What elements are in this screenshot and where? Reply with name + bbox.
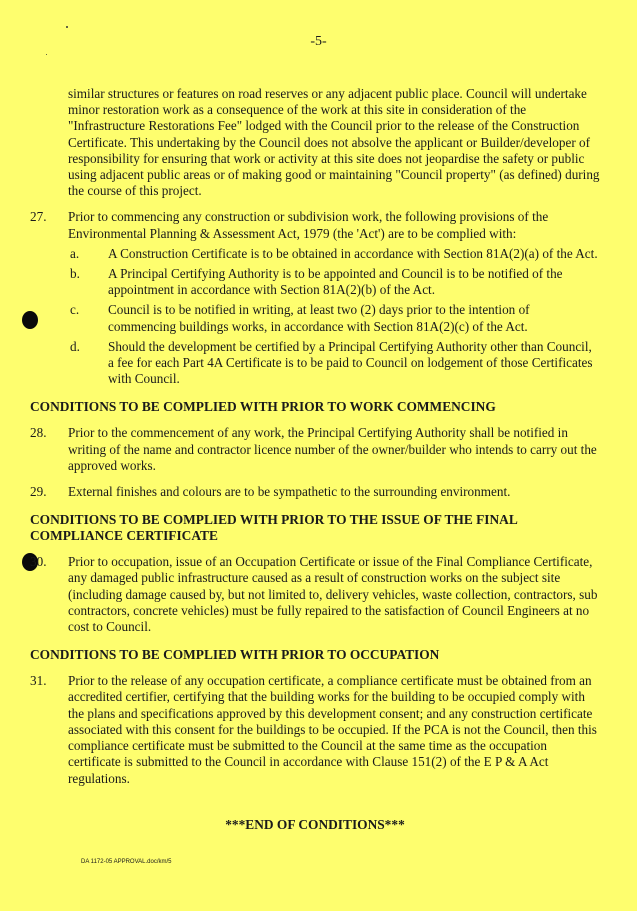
section-heading: CONDITIONS TO BE COMPLIED WITH PRIOR TO OCCUPATION bbox=[30, 647, 440, 663]
subcondition-letter: a. bbox=[70, 245, 80, 261]
condition-number: 30. bbox=[30, 554, 47, 570]
end-of-conditions: ***END OF CONDITIONS*** bbox=[225, 816, 405, 832]
subcondition-b bbox=[70, 266, 600, 298]
condition-text: Prior to occupation, issue of an Occupation Certificate or issue of the Final Compliance Certificate, any damaged public infrastructure caused as a result of construction works on the subject site (including damage caused by, but not limited to, delivery vehicles, waste collection, contractors, sub contractors, concrete vehicles) must be fully repaired to the satisfaction of Council Engineers at no cost to Council. bbox=[68, 554, 598, 635]
condition-number: 29. bbox=[30, 484, 47, 500]
condition-number: 28. bbox=[30, 425, 47, 441]
subcondition-a bbox=[70, 246, 600, 262]
scan-speck bbox=[46, 54, 47, 55]
subcondition-c bbox=[70, 302, 600, 334]
subcondition-letter: b. bbox=[70, 266, 80, 282]
subcondition-text: A Construction Certificate is to be obtained in accordance with Section 81A(2)(a) of the Act. bbox=[108, 245, 598, 261]
scan-speck bbox=[66, 26, 68, 28]
document-body bbox=[30, 86, 600, 833]
section-heading: CONDITIONS TO BE COMPLIED WITH PRIOR TO WORK COMMENCING bbox=[30, 399, 496, 415]
subcondition-letter: c. bbox=[70, 302, 80, 318]
subcondition-text: A Principal Certifying Authority is to be appointed and Council is to be notified of the appointment in accordance with Section 81A(2)(b) of the Act. bbox=[108, 266, 563, 298]
condition-30 bbox=[30, 554, 600, 635]
condition-text: Prior to the commencement of any work, the Principal Certifying Authority shall be notified in writing of the name and contractor licence number of the owner/builder who intends to carry out the approved works. bbox=[68, 425, 597, 473]
intro-paragraph: similar structures or features on road reserves or any adjacent public place. Council will undertake minor restoration work as a consequence of the work at this site in consideration of the "Infrastructure Restorations Fee" lodged with the Council prior to the release of the Construction Certificate. This undertaking by the Council does not absolve the applicant or Builder/developer of responsibility for ensuring that work or activity at this site does not jeopardise the safety or public using adjacent public areas or of making good or maintaining "Council property" (as defined) during the course of this project. bbox=[68, 86, 600, 199]
condition-27 bbox=[30, 209, 600, 387]
subcondition-text: Council is to be notified in writing, at least two (2) days prior to the intention of commencing buildings works, in accordance with Section 81A(2)(c) of the Act. bbox=[108, 302, 530, 334]
subcondition-text: Should the development be certified by a Principal Certifying Authority other than Council, a fee for each Part 4A Certificate is to be paid to Council on lodgement of those Certificates with Council. bbox=[108, 338, 593, 387]
condition-text: External finishes and colours are to be sympathetic to the surrounding environment. bbox=[68, 484, 511, 500]
document-footer: DA 1172-05 APPROVAL.doc/km/5 bbox=[81, 859, 172, 865]
condition-text: Prior to commencing any construction or subdivision work, the following provisions of the Environmental Planning & Assessment Act, 1979 (the 'Act') are to be complied with: bbox=[68, 209, 549, 241]
section-heading: CONDITIONS TO BE COMPLIED WITH PRIOR TO THE ISSUE OF THE FINAL COMPLIANCE CERTIFICATE bbox=[30, 512, 518, 544]
condition-29 bbox=[30, 484, 600, 500]
condition-text: Prior to the release of any occupation certificate, a compliance certificate must be obtained from an accredited certifier, certifying that the building works for the building to be occupied comply with the plans and specifications approved by this development consent; and any construction certificate associated with this consent for the buildings to be occupied. If the PCA is not the Council, then this compliance certificate must be submitted to the Council at the same time as the occupation certificate is submitted to the Council in accordance with Clause 151(2) of the E P & A Act regulations. bbox=[68, 673, 597, 786]
subcondition-d bbox=[70, 339, 600, 388]
condition-31 bbox=[30, 673, 600, 786]
condition-28 bbox=[30, 425, 600, 474]
condition-number: 27. bbox=[30, 209, 47, 225]
condition-number: 31. bbox=[30, 673, 47, 689]
page-number: -5- bbox=[310, 34, 327, 49]
subcondition-letter: d. bbox=[70, 338, 80, 354]
